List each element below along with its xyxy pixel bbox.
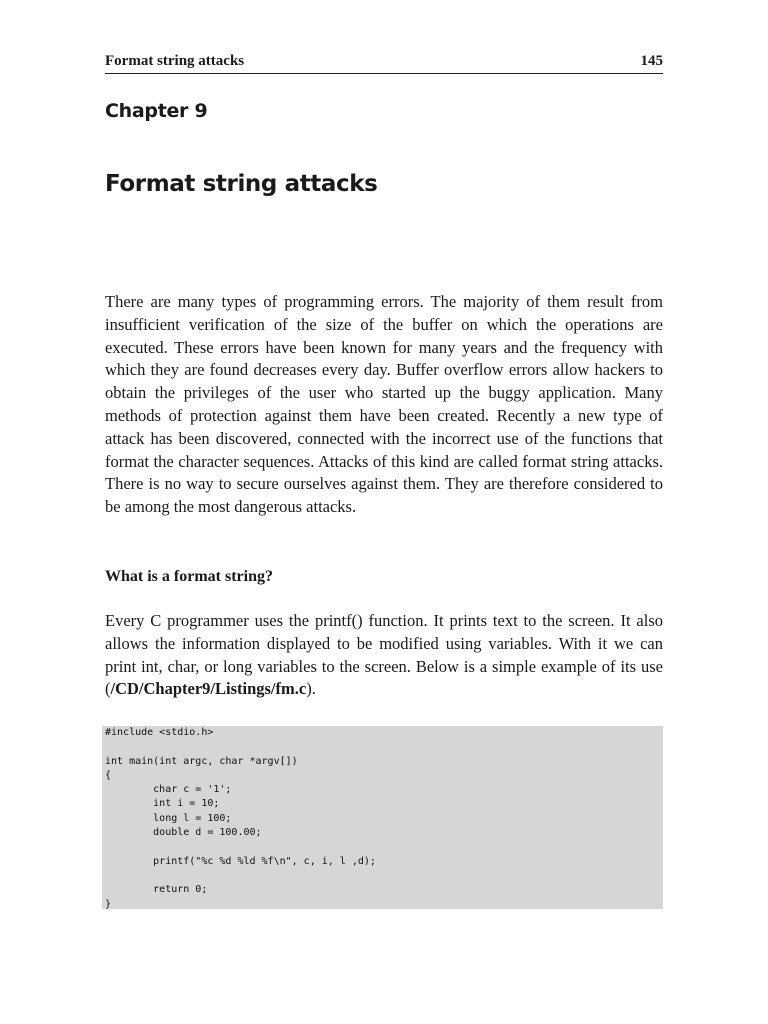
section-paragraph xyxy=(105,610,663,701)
code-line xyxy=(105,740,663,754)
code-line: #include <stdio.h> xyxy=(105,727,214,738)
code-line: double d = 100.00; xyxy=(105,827,262,839)
code-listing xyxy=(102,726,663,909)
code-line: char c = '1'; xyxy=(105,784,232,796)
page-number: 145 xyxy=(640,53,663,69)
paragraph-text-after: ). xyxy=(306,679,316,699)
section-heading: What is a format string? xyxy=(105,568,273,585)
code-line xyxy=(105,869,663,883)
running-header xyxy=(105,52,663,74)
intro-paragraph: There are many types of programming errors. The majority of them result from insufficient verification of the size of the buffer on which the operations are executed. These errors have been known for many years and the frequency with which they are found decreases every day. Buffer overflow errors allow hackers to obtain the privileges of the user who started up the buggy application. Many methods of protection against them have been created. Recently a new type of attack has been discovered, connected with the incorrect use of the functions that format the character sequences. Attacks of this kind are called format string attacks. There is no way to secure ourselves against them. They are therefore considered to be among the most dangerous attacks. xyxy=(105,292,663,517)
code-line: int main(int argc, char *argv[]) xyxy=(105,755,298,767)
code-line: long l = 100; xyxy=(105,812,232,824)
code-line xyxy=(105,840,663,854)
listing-path: /CD/Chapter9/Listings/fm.c xyxy=(110,679,307,699)
chapter-title: Format string attacks xyxy=(105,171,378,197)
code-line: printf("%c %d %ld %f\n", c, i, l ,d); xyxy=(105,855,376,867)
code-line: { xyxy=(105,769,112,781)
code-line: int i = 10; xyxy=(105,798,220,810)
code-line: return 0; xyxy=(105,884,208,896)
code-line: } xyxy=(105,898,112,910)
chapter-label: Chapter 9 xyxy=(105,100,208,122)
running-title: Format string attacks xyxy=(105,53,245,69)
paragraph-text-before: Every C programmer uses the printf() function. It prints text to the screen. It also allows the information displayed to be modified using variables. With it we can print int, char, or long variables to the screen. Below is a simple example of its use ( xyxy=(105,611,663,699)
